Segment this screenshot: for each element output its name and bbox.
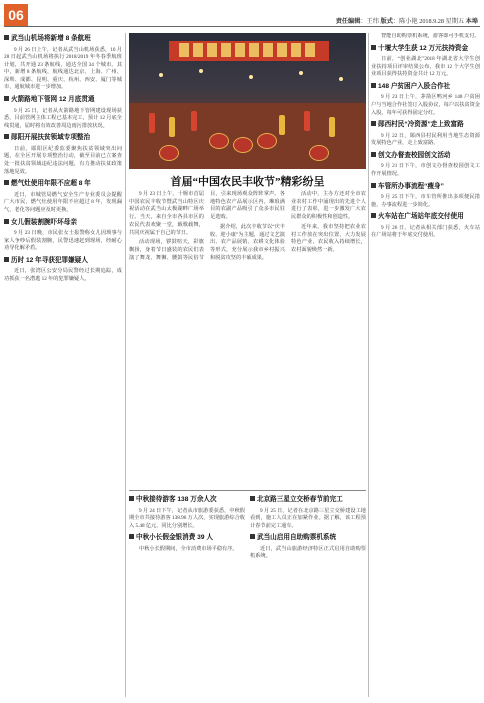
bullet-square-icon [4, 134, 9, 139]
brief-body: 9 月 23 日上午，茅箭区鸭河乡 148 户贫困户与当地合作社签订入股协议，每户以扶贫资金入股，每年可获得固定分红。 [371, 94, 480, 116]
bullet-square-icon [129, 496, 134, 501]
bullet-square-icon [4, 257, 9, 262]
brief-body: 9 月 25 日下午，市车管所推出多项便民措施，办事流程进一步简化。 [371, 194, 480, 208]
news-brief [129, 496, 245, 530]
brief-headline: 武当山启用自助购票机系统 [250, 534, 366, 543]
brief-headline: 十堰大学生获 12 万元扶持资金 [371, 45, 480, 54]
brief-headline: 中秋小长假金银消费 39 人 [129, 534, 245, 543]
news-brief [4, 180, 122, 214]
news-brief [129, 534, 245, 553]
brief-body: 日前，“创业湖北”2018 年湖北省大学生创业扶持项目评审结果公布，我市 12 个大学生创业项目获得扶持资金共计 12 万元。 [371, 56, 480, 78]
story-paragraph: 近年来，我市坚持把农业农村工作放在突出位置，大力发展特色产业，农民收入持续增长，农村面貌焕然一新。 [291, 223, 366, 253]
section-divider [129, 490, 366, 491]
brief-headline: 武当山机场将新增 8 条航班 [4, 35, 122, 44]
brief-headline: 火箭路地下管网 12 月底贯通 [4, 96, 122, 105]
story-paragraph: 活动中，主办方还对全市农业农村工作中涌现出的先进个人进行了表彰，进一步激发广大农民群众的积极性和创造性。 [291, 191, 366, 221]
bullet-square-icon [250, 496, 255, 501]
photo-banner-lettering [179, 43, 319, 57]
brief-headline: 148 户贫困户入股合作社 [371, 83, 480, 92]
news-brief [371, 183, 480, 210]
brief-body: 9 月 21 日下午，市创文办督查校园创文工作开展情况。 [371, 163, 480, 177]
bullet-square-icon [4, 219, 9, 224]
news-brief [371, 83, 480, 117]
bullet-square-icon [250, 534, 255, 539]
center-column [129, 33, 366, 699]
news-brief [371, 45, 480, 79]
brief-headline: 郧西村民“冷资源”走上致富路 [371, 121, 480, 130]
brief-body: 9 月 24 日下午，记者从市旅游委获悉，中秋假期全市共接待游客 138.96 万人次，实现旅游综合收入 5.48 亿元，同比分别增长。 [129, 507, 245, 529]
bullet-square-icon [371, 183, 376, 188]
brief-body: 智能自助购票机系统，游客即可手机支付。 [381, 33, 480, 39]
story-paragraph: 据介绍，此次丰收节以“庆丰收、迎小康”为主题，通过文艺演出、农产品展销、农耕文化体验等形式，充分展示我市乡村振兴和脱贫攻坚的丰硕成果。 [210, 223, 285, 261]
layout-label: 版式 [380, 18, 393, 25]
story-paragraph: 9 月 23 日上午，十堰市首届中国农民丰收节暨武当山特区庆祝活动在武当山太极湖畔广场举行。当天，来自全市各县市区的农民代表欢聚一堂，载歌载舞，共同庆祝属于自己的节日。 [129, 191, 204, 236]
brief-body: 9 月 25 日，记者从火箭路地下管网建设现场获悉，目前管网主体工程已基本完工，预计 12 月底全线贯通，届时将有效改善周边雨污排放状况。 [4, 107, 122, 129]
bullet-square-icon [129, 534, 134, 539]
brief-body: 近日，市城管局燃气安全生产专业委员会提醒广大市民，燃气灶使用年限不应超过 8 年，发现漏气、老化等问题应及时更换。 [4, 191, 122, 213]
brief-body: 9 月 26 日，记者从相关部门获悉，火车站在广场站将于年底交付使用。 [371, 224, 480, 239]
bullet-square-icon [4, 35, 9, 40]
main-story-headline: 首届“中国农民丰收节”精彩纷呈 [170, 176, 325, 188]
center-briefs-right [250, 494, 366, 699]
bullet-square-icon [371, 213, 376, 218]
running-head: 责任编辑：王纬 版式：陈小艳 2018.9.28 星期五 本埠 [335, 18, 478, 25]
brief-body: 9 月 22 日，郧西县村民利用当地生态资源发展特色产业，走上致富路。 [371, 132, 480, 147]
bullet-square-icon [371, 45, 376, 50]
right-column [371, 33, 480, 699]
news-photo [129, 33, 366, 169]
column-divider [125, 33, 126, 697]
issue-weekday: 星期五 [445, 18, 465, 25]
brief-body: 9 月 26 日上午，记者从武当山机场获悉，10 月 28 日起武当山机场将执行 2018/2019 年冬春季航班计划，共开通 23 条航线，通达全国 34 个城市。其中，新增 8 条航线，航线通达北京、上海、广州、深圳、成都、昆明、重庆、杭州、西安、厦门等城市，通航城市进一步增加。 [4, 46, 122, 91]
brief-headline: 中秋接待游客 138 万余人次 [129, 496, 245, 505]
main-story-body [129, 191, 366, 488]
news-brief [4, 96, 122, 130]
bullet-square-icon [371, 121, 376, 126]
news-brief [4, 219, 122, 253]
news-brief [4, 134, 122, 176]
issue-date: 2018.9.28 [419, 18, 444, 25]
section-name: 本埠 [465, 18, 478, 25]
news-brief-continued [371, 33, 480, 41]
story-paragraph: 活动现场，锣鼓喧天，彩旗飘扬，身着节日盛装的农民们表演了舞龙、舞狮、腰鼓等民俗节目，引来现场观众阵阵掌声。各地特色农产品展示区内，琳琅满目的农副产品吸引了众多市民驻足选购。 [129, 191, 285, 261]
news-brief [250, 496, 366, 530]
news-brief [4, 257, 122, 284]
brief-body: 近日，武当山旅游经济特区正式启用自助购票机系统。 [250, 545, 366, 560]
column-divider [368, 33, 369, 697]
bullet-square-icon [371, 83, 376, 88]
brief-headline: 郧阳开展扶贫领域专项整治 [4, 134, 122, 143]
brief-headline: 火车站在广场站年底交付使用 [371, 213, 480, 222]
brief-headline: 创文办督查校园创文活动 [371, 152, 480, 161]
left-column [4, 33, 122, 699]
layout-name: 陈小艳 [399, 18, 418, 25]
brief-body: 日前，郧阳区纪委监委聚焦扶贫领域突出问题，在全区开展专项整治行动，截至目前已立案查处一批扶贫领域违纪违法问题，有力推动扶贫政策落地见效。 [4, 145, 122, 175]
brief-headline: 车管所办事流程“瘦身” [371, 183, 480, 192]
header-rule [4, 26, 480, 27]
brief-headline: 北京路三星立交桥春节前完工 [250, 496, 366, 505]
brief-body: 9 月 23 日晚，市民张女士报警称女儿因琐事与家人争吵后假装割腕，民警迅速赶到现场，经耐心劝导化解矛盾。 [4, 230, 122, 252]
news-brief [371, 152, 480, 179]
brief-body: 中秋小长假期间，全市消费市场平稳有序。 [139, 545, 238, 552]
brief-headline: 燃气灶使用年限不应超 8 年 [4, 180, 122, 189]
news-brief [371, 213, 480, 240]
brief-headline: 女儿假装割腕吓坏母亲 [4, 219, 122, 228]
center-briefs [129, 494, 366, 699]
page-header [0, 0, 484, 32]
news-brief [371, 121, 480, 148]
bullet-square-icon [4, 180, 9, 185]
bullet-square-icon [4, 96, 9, 101]
editor-name: 王纬 [366, 18, 379, 25]
center-briefs-left [129, 494, 245, 699]
news-brief [250, 534, 366, 561]
brief-body: 近日，张湾区公安分局民警经过长期追踪，成功抓获一名潜逃 12 年的犯罪嫌疑人。 [4, 268, 122, 282]
page-number: 06 [4, 4, 28, 26]
bullet-square-icon [371, 152, 376, 157]
editor-label: 责任编辑 [335, 18, 361, 25]
news-brief [4, 35, 122, 92]
brief-headline: 历时 12 年寻获犯罪嫌疑人 [4, 257, 122, 266]
brief-body: 9 月 25 日，记者在北京路三星立交桥建设工地看到，施工人员正在加紧作业。据了解，该工程预计春节前完工通车。 [250, 507, 366, 529]
